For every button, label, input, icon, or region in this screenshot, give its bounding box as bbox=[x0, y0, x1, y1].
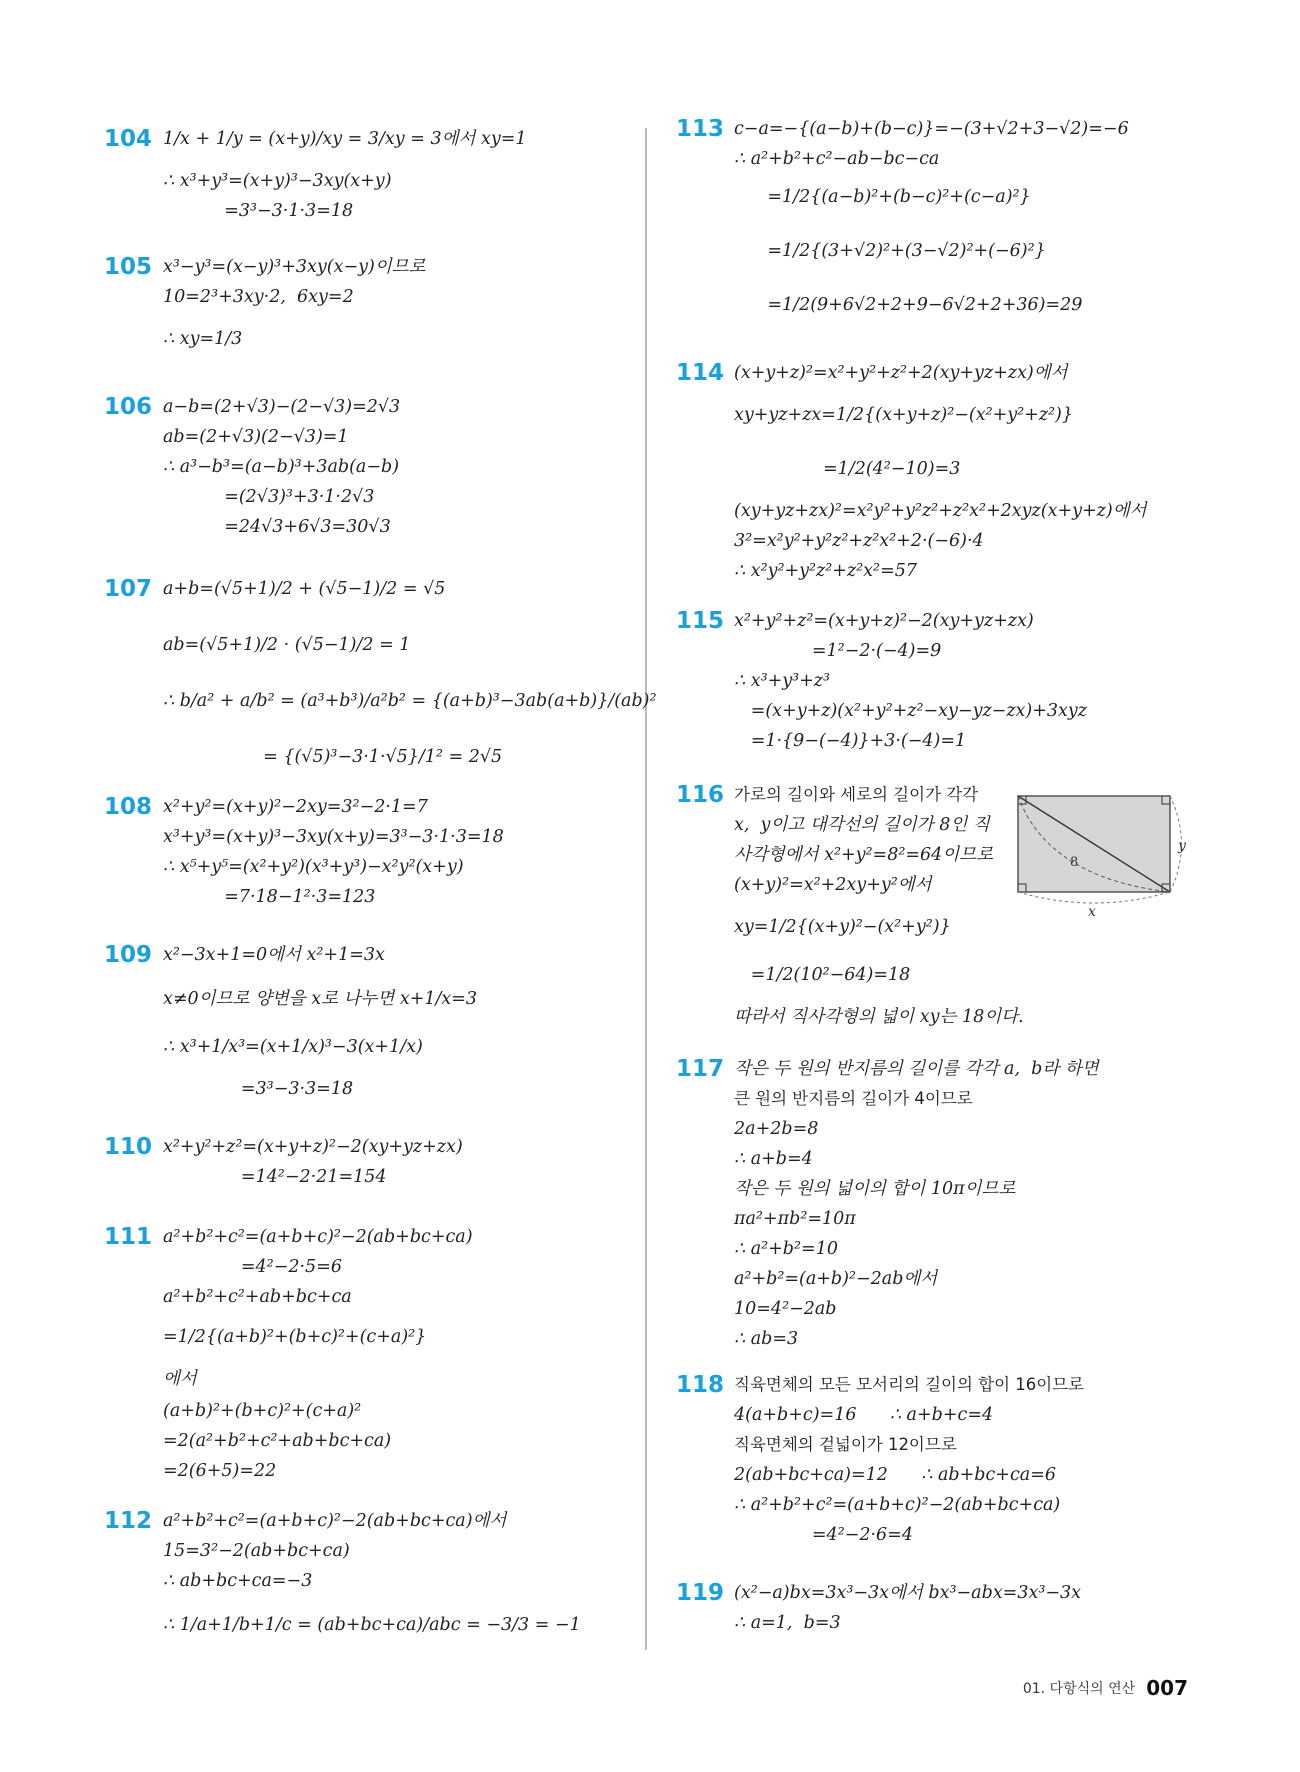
solution-line: ∴ 1/a+1/b+1/c = (ab+bc+ca)/abc = −3/3 = −1 bbox=[163, 1615, 581, 1635]
solution-line: =4²−2·6=4 bbox=[734, 1525, 913, 1545]
solution-line: =1/2{(a−b)²+(b−c)²+(c−a)²} bbox=[734, 187, 1031, 207]
width-arc bbox=[1018, 892, 1170, 903]
solution-line: (x²−a)bx=3x³−3x에서 bx³−abx=3x³−3x bbox=[734, 1583, 1082, 1603]
solution-line: ∴ a²+b²+c²−ab−bc−ca bbox=[734, 149, 940, 169]
solution-line: =1/2{(3+√2)²+(3−√2)²+(−6)²} bbox=[734, 241, 1046, 261]
solution-line: ∴ a³−b³=(a−b)³+3ab(a−b) bbox=[163, 457, 400, 477]
solution-line: =1·{9−(−4)}+3·(−4)=1 bbox=[734, 731, 967, 751]
solution-line: 작은 두 원의 넓이의 합이 10π이므로 bbox=[734, 1179, 1016, 1199]
rectangle-figure bbox=[1008, 786, 1188, 926]
solution-line: 2(ab+bc+ca)=12 ∴ ab+bc+ca=6 bbox=[734, 1465, 1056, 1485]
solution-line: =14²−2·21=154 bbox=[163, 1167, 387, 1187]
problem-number: 118 bbox=[676, 1372, 725, 1398]
problem-number: 106 bbox=[104, 394, 153, 420]
solution-line: =7·18−1²·3=123 bbox=[163, 887, 376, 907]
solution-line: ∴ ab=3 bbox=[734, 1329, 799, 1349]
solution-line: ∴ x³+y³+z³ bbox=[734, 671, 831, 691]
solution-line: xy=1/2{(x+y)²−(x²+y²)} bbox=[734, 917, 951, 937]
solution-line: =3³−3·3=18 bbox=[163, 1079, 354, 1099]
solution-line: xy+yz+zx=1/2{(x+y+z)²−(x²+y²+z²)} bbox=[734, 405, 1074, 425]
solution-line: =4²−2·5=6 bbox=[163, 1257, 342, 1277]
solution-line: ∴ x³+1/x³=(x+1/x)³−3(x+1/x) bbox=[163, 1037, 423, 1057]
column-divider bbox=[645, 128, 647, 1650]
problem-number: 114 bbox=[676, 360, 725, 386]
solution-line: =1/2{(a+b)²+(b+c)²+(c+a)²} bbox=[163, 1327, 427, 1347]
solution-line: =2(a²+b²+c²+ab+bc+ca) bbox=[163, 1431, 392, 1451]
solution-line: 10=4²−2ab bbox=[734, 1299, 837, 1319]
solution-line: ∴ a=1, b=3 bbox=[734, 1613, 841, 1633]
solution-line: 직육면체의 모든 모서리의 길이의 합이 16이므로 bbox=[734, 1375, 1085, 1394]
solution-line: ∴ x⁵+y⁵=(x²+y²)(x³+y³)−x²y²(x+y) bbox=[163, 857, 464, 877]
solution-line: ∴ x³+y³=(x+y)³−3xy(x+y) bbox=[163, 171, 392, 191]
solution-line: x³+y³=(x+y)³−3xy(x+y)=3³−3·1·3=18 bbox=[163, 827, 504, 847]
page-number: 007 bbox=[1146, 1676, 1188, 1700]
problem-number: 116 bbox=[676, 782, 725, 808]
solution-line: =24√3+6√3=30√3 bbox=[163, 517, 391, 537]
problem-number: 112 bbox=[104, 1508, 153, 1534]
solution-line: ab=(2+√3)(2−√3)=1 bbox=[163, 427, 349, 447]
solution-line: =1²−2·(−4)=9 bbox=[734, 641, 942, 661]
solution-line: ∴ x²y²+y²z²+z²x²=57 bbox=[734, 561, 917, 581]
page-footer bbox=[1023, 1676, 1188, 1700]
problem-number: 105 bbox=[104, 254, 153, 280]
solution-line: a²+b²+c²+ab+bc+ca bbox=[163, 1287, 352, 1307]
solution-line: = {(√5)³−3·1·√5}/1² = 2√5 bbox=[163, 747, 503, 767]
solution-line: x≠0이므로 양변을 x로 나누면 x+1/x=3 bbox=[163, 989, 478, 1009]
solution-line: 사각형에서 x²+y²=8²=64이므로 bbox=[734, 845, 993, 865]
solution-line: x, y이고 대각선의 길이가 8인 직 bbox=[734, 815, 990, 835]
solution-line: ab=(√5+1)/2 · (√5−1)/2 = 1 bbox=[163, 635, 411, 655]
solution-line: 3²=x²y²+y²z²+z²x²+2·(−6)·4 bbox=[734, 531, 984, 551]
width-label: x bbox=[1088, 904, 1096, 920]
solution-line: ∴ a+b=4 bbox=[734, 1149, 813, 1169]
solution-line: 4(a+b+c)=16 ∴ a+b+c=4 bbox=[734, 1405, 994, 1425]
solution-line: (a+b)²+(b+c)²+(c+a)² bbox=[163, 1401, 362, 1421]
solution-line: a−b=(2+√3)−(2−√3)=2√3 bbox=[163, 397, 401, 417]
chapter-title: 01. 다항식의 연산 bbox=[1022, 1681, 1136, 1697]
solution-line: 에서 bbox=[163, 1369, 197, 1389]
problem-number: 117 bbox=[676, 1056, 725, 1082]
solution-line: a²+b²+c²=(a+b+c)²−2(ab+bc+ca)에서 bbox=[163, 1511, 507, 1531]
solution-line: =2(6+5)=22 bbox=[163, 1461, 277, 1481]
solution-line: ∴ a²+b²=10 bbox=[734, 1239, 838, 1259]
solution-line: (x+y+z)²=x²+y²+z²+2(xy+yz+zx)에서 bbox=[734, 363, 1068, 383]
solution-line: x³−y³=(x−y)³+3xy(x−y)이므로 bbox=[163, 257, 426, 277]
solution-line: (xy+yz+zx)²=x²y²+y²z²+z²x²+2xyz(x+y+z)에서 bbox=[734, 501, 1147, 521]
problem-number: 110 bbox=[104, 1134, 153, 1160]
solution-line: a²+b²=(a+b)²−2ab에서 bbox=[734, 1269, 938, 1289]
solution-line: 큰 원의 반지름의 길이가 4이므로 bbox=[734, 1089, 973, 1108]
solution-line: x²+y²+z²=(x+y+z)²−2(xy+yz+zx) bbox=[734, 611, 1034, 631]
solution-line: 직육면체의 겉넓이가 12이므로 bbox=[734, 1435, 957, 1454]
solution-line: x²+y²=(x+y)²−2xy=3²−2·1=7 bbox=[163, 797, 428, 817]
problem-number: 104 bbox=[104, 126, 153, 152]
solution-line: (x+y)²=x²+2xy+y²에서 bbox=[734, 875, 932, 895]
solution-line: 2a+2b=8 bbox=[734, 1119, 819, 1139]
solution-line: πa²+πb²=10π bbox=[734, 1209, 856, 1229]
solution-line: =(x+y+z)(x²+y²+z²−xy−yz−zx)+3xyz bbox=[734, 701, 1088, 721]
solution-line: =(2√3)³+3·1·2√3 bbox=[163, 487, 375, 507]
solution-line: 가로의 길이와 세로의 길이가 각각 bbox=[734, 785, 979, 804]
solution-line: 10=2³+3xy·2, 6xy=2 bbox=[163, 287, 354, 307]
solution-line: ∴ b/a² + a/b² = (a³+b³)/a²b² = {(a+b)³−3ab(a+b)}/(ab)² bbox=[163, 691, 657, 711]
solution-line: x²−3x+1=0에서 x²+1=3x bbox=[163, 945, 385, 965]
solution-line: =3³−3·1·3=18 bbox=[163, 201, 354, 221]
solution-line: ∴ ab+bc+ca=−3 bbox=[163, 1571, 313, 1591]
solution-line: =1/2(10²−64)=18 bbox=[734, 965, 911, 985]
diagonal-label: 8 bbox=[1070, 855, 1079, 870]
solution-line: 작은 두 원의 반지름의 길이를 각각 a, b라 하면 bbox=[734, 1059, 1099, 1079]
problem-number: 109 bbox=[104, 942, 153, 968]
solution-line: a²+b²+c²=(a+b+c)²−2(ab+bc+ca) bbox=[163, 1227, 473, 1247]
solution-line: =1/2(4²−10)=3 bbox=[734, 459, 961, 479]
problem-number: 115 bbox=[676, 608, 725, 634]
solution-line: ∴ xy=1/3 bbox=[163, 329, 243, 349]
solution-line: =1/2(9+6√2+2+9−6√2+2+36)=29 bbox=[734, 295, 1083, 315]
problem-number: 119 bbox=[676, 1580, 725, 1606]
problem-number: 108 bbox=[104, 794, 153, 820]
height-label: y bbox=[1178, 838, 1186, 854]
solution-line: 따라서 직사각형의 넓이 xy는 18이다. bbox=[734, 1007, 1024, 1027]
solution-line: a+b=(√5+1)/2 + (√5−1)/2 = √5 bbox=[163, 579, 446, 599]
problem-number: 111 bbox=[104, 1224, 153, 1250]
problem-number: 113 bbox=[676, 116, 725, 142]
solution-line: 15=3²−2(ab+bc+ca) bbox=[163, 1541, 350, 1561]
problem-number: 107 bbox=[104, 576, 153, 602]
solution-line: x²+y²+z²=(x+y+z)²−2(xy+yz+zx) bbox=[163, 1137, 463, 1157]
solution-line: 1/x + 1/y = (x+y)/xy = 3/xy = 3에서 xy=1 bbox=[163, 129, 527, 149]
solution-line: ∴ a²+b²+c²=(a+b+c)²−2(ab+bc+ca) bbox=[734, 1495, 1061, 1515]
solution-line: c−a=−{(a−b)+(b−c)}=−(3+√2+3−√2)=−6 bbox=[734, 119, 1129, 139]
